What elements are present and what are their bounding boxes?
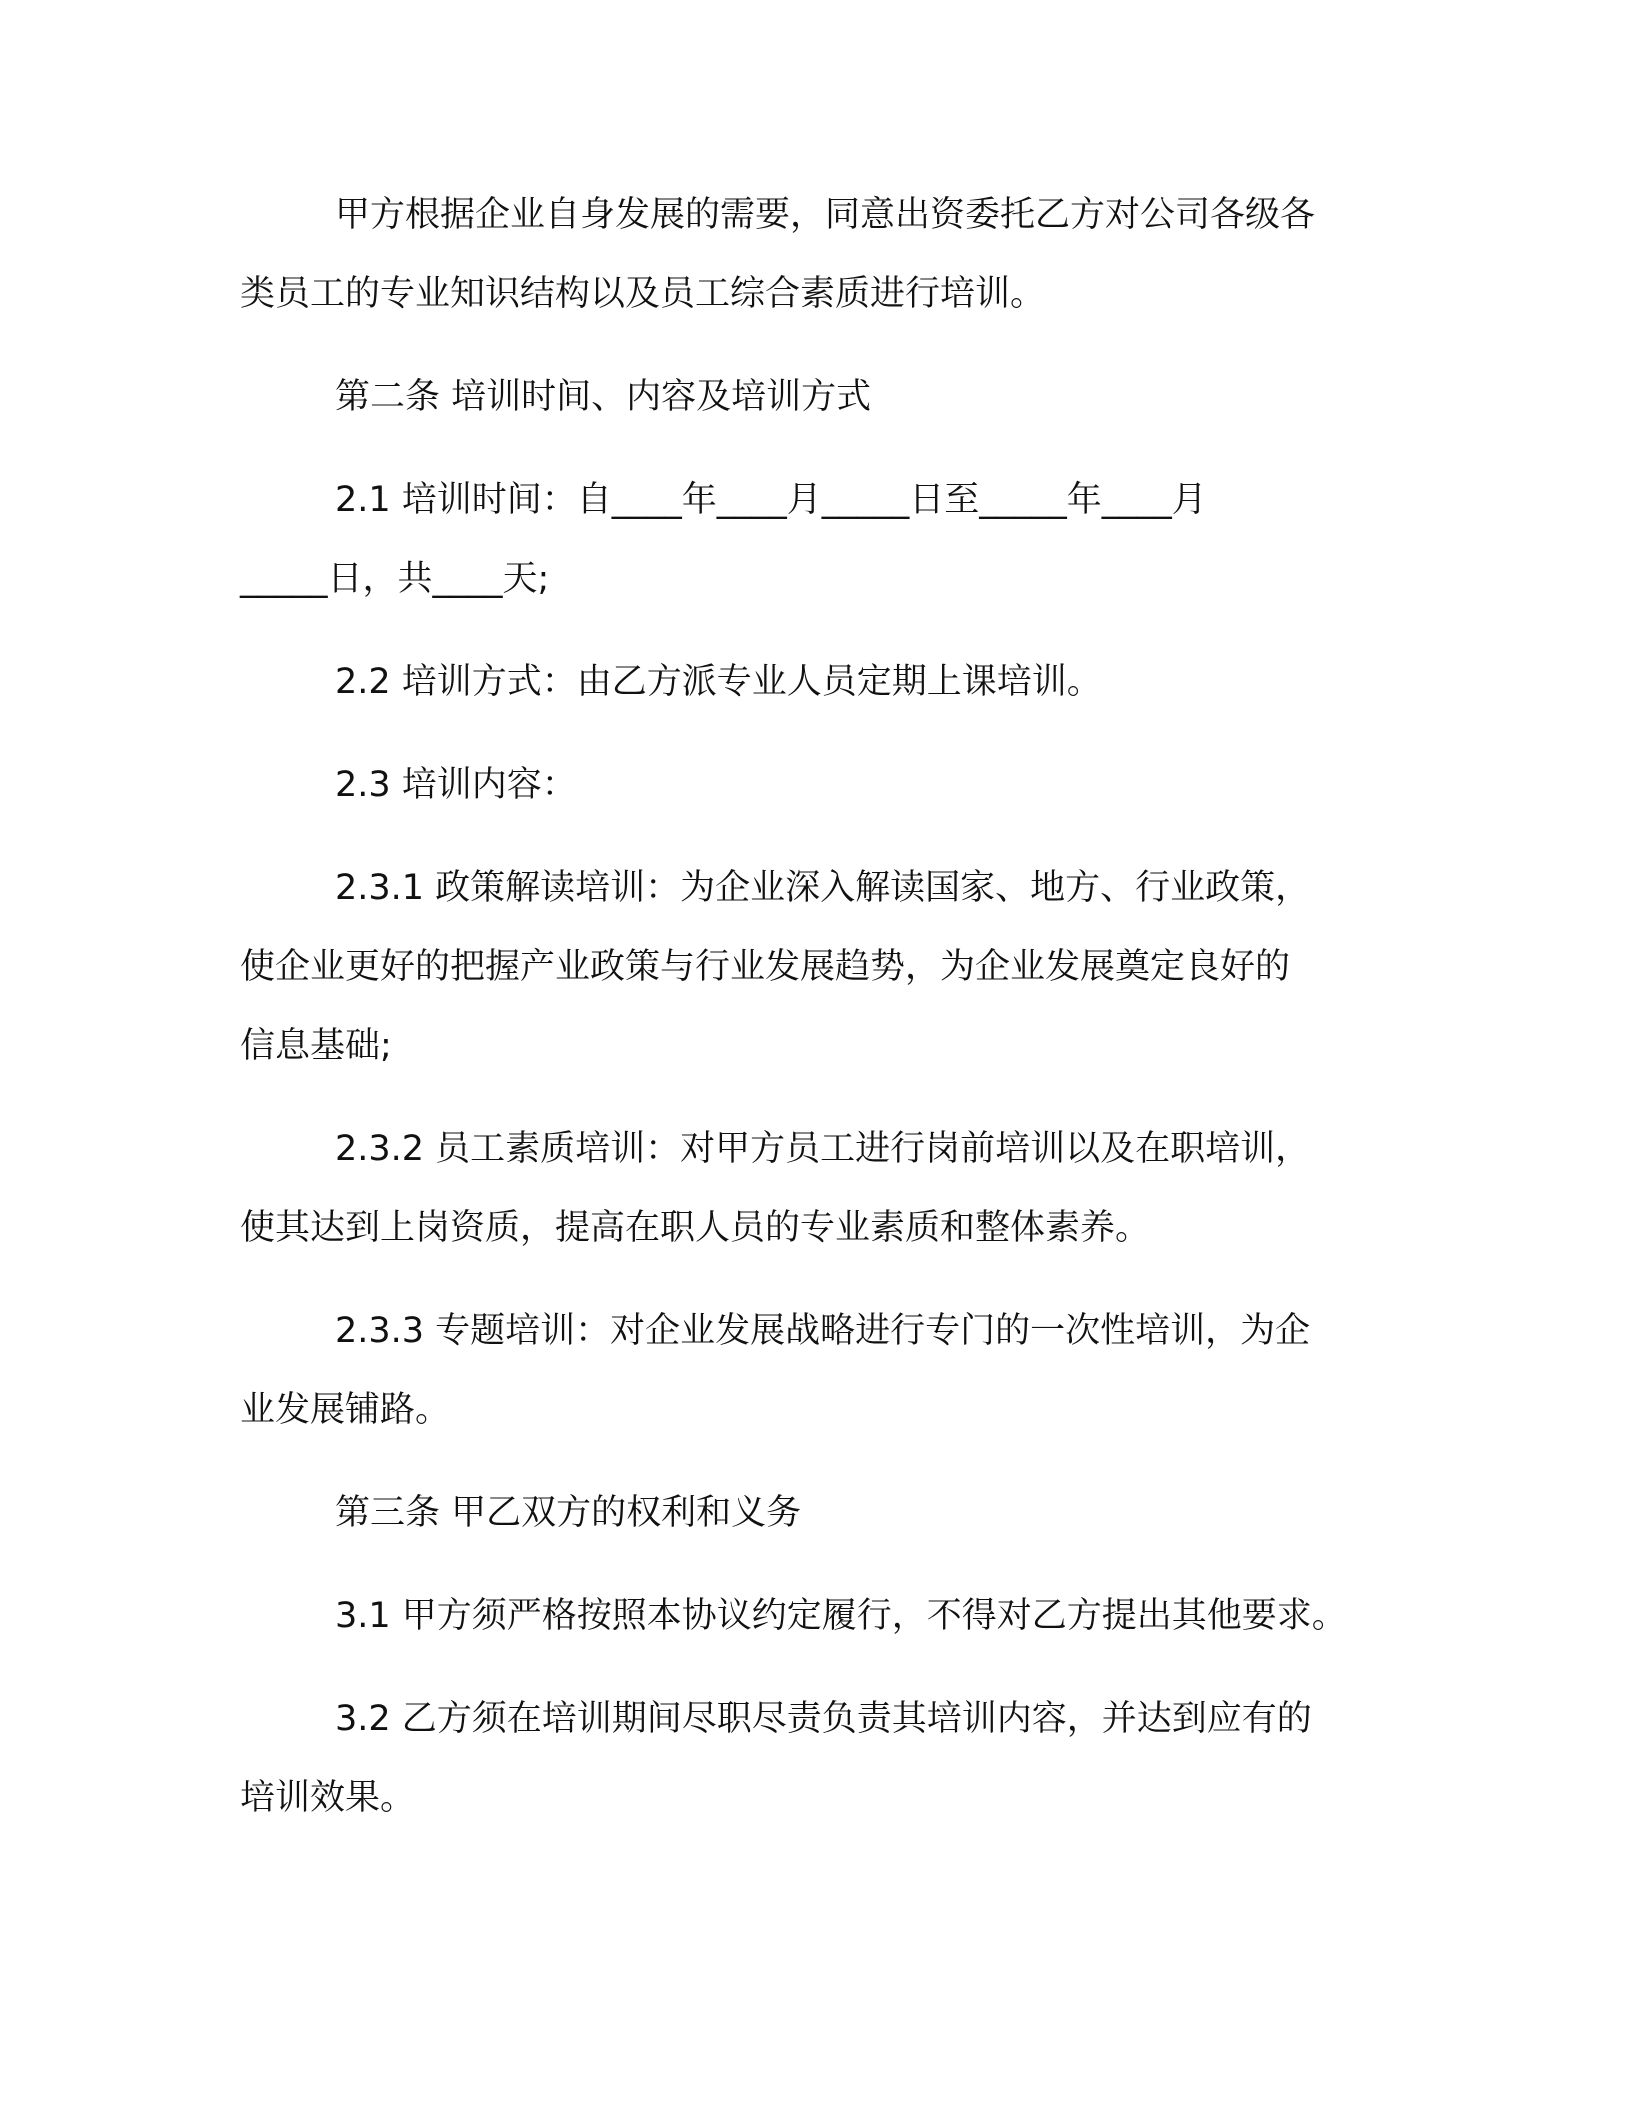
clause-2-3-2-line-1: 2.3.2 员工素质培训：对甲方员工进行岗前培训以及在职培训， — [335, 1129, 1311, 1169]
paragraph-intro-line-2: 类员工的专业知识结构以及员工综合素质进行培训。 — [240, 274, 1046, 314]
clause-2-1-line-1: 2.1 培训时间：自____年____月_____日至_____年____月 — [335, 480, 1207, 520]
clause-2-3-2-line-2: 使其达到上岗资质，提高在职人员的专业素质和整体素养。 — [240, 1208, 1151, 1248]
clause-3-2-line-1: 3.2 乙方须在培训期间尽职尽责负责其培训内容，并达到应有的 — [335, 1699, 1312, 1739]
clause-2-3-1-line-1: 2.3.1 政策解读培训：为企业深入解读国家、地方、行业政策， — [335, 868, 1311, 908]
article-2-heading: 第二条 培训时间、内容及培训方式 — [335, 377, 872, 417]
clause-2-1-line-2: _____日，共____天; — [240, 559, 550, 599]
clause-3-1: 3.1 甲方须严格按照本协议约定履行，不得对乙方提出其他要求。 — [335, 1596, 1347, 1636]
clause-3-2-line-2: 培训效果。 — [240, 1778, 416, 1818]
paragraph-intro-line-1: 甲方根据企业自身发展的需要，同意出资委托乙方对公司各级各 — [335, 195, 1316, 235]
clause-2-3-heading: 2.3 培训内容： — [335, 765, 577, 805]
article-3-heading: 第三条 甲乙双方的权利和义务 — [335, 1493, 802, 1533]
clause-2-3-1-line-2: 使企业更好的把握产业政策与行业发展趋势，为企业发展奠定良好的 — [240, 947, 1291, 987]
clause-2-3-3-line-1: 2.3.3 专题培训：对企业发展战略进行专门的一次性培训，为企 — [335, 1311, 1311, 1351]
clause-2-3-1-line-3: 信息基础; — [240, 1026, 392, 1066]
clause-2-2: 2.2 培训方式：由乙方派专业人员定期上课培训。 — [335, 662, 1102, 702]
clause-2-3-3-line-2: 业发展铺路。 — [240, 1390, 451, 1430]
